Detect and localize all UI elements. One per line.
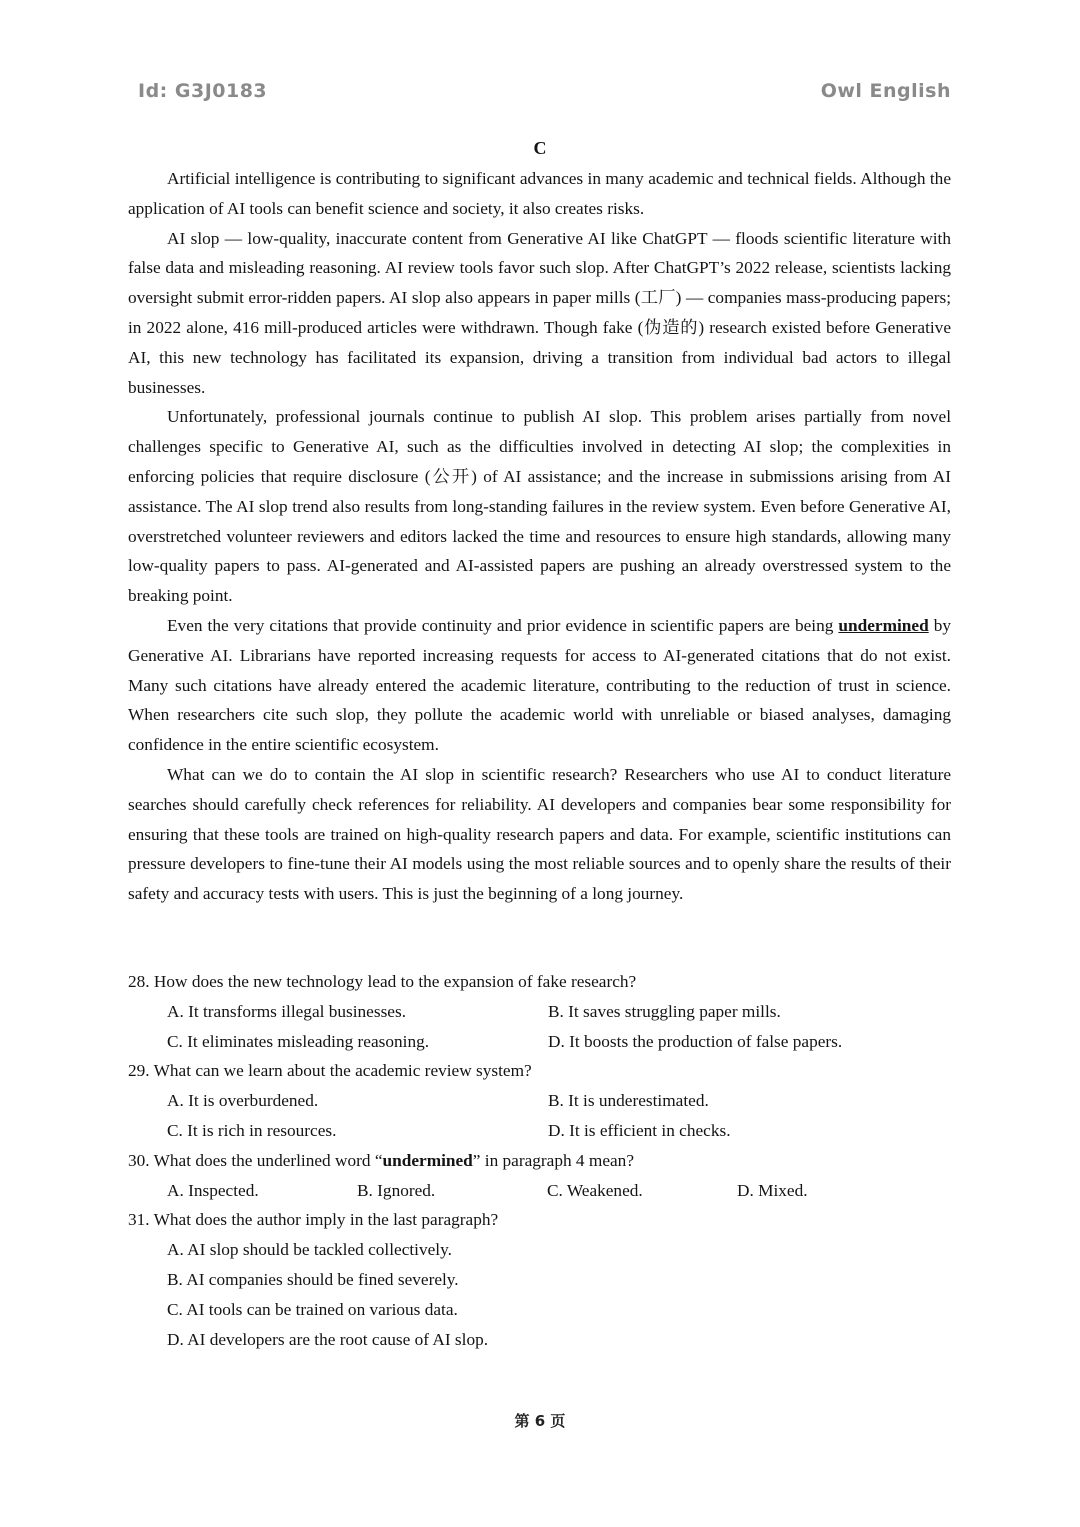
paragraph-4-end: by Generative AI. Librarians have reported increasing requests for access to AI-generated citations that do not exist. Many such citations have already entered the academic literature, contributing to the reduction of trust in science. When researchers cite such slop, they pollute the academic world with unreliable or biased analyses, damaging confidence in the entire scientific ecosystem. bbox=[128, 615, 951, 755]
question-29 bbox=[128, 1056, 951, 1145]
option-a: A. AI slop should be tackled collectively. bbox=[167, 1240, 452, 1260]
paragraph-2: AI slop — low-quality, inaccurate content from Generative AI like ChatGPT — floods scientific literature with false data and misleading reasoning. AI review tools favor such slop. After ChatGPT’s 2022 release, scientists lacking oversight submit error-ridden papers. AI slop also appears in paper mills (工厂) — companies mass-producing papers; in 2022 alone, 416 mill-produced articles were withdrawn. Though fake (伪造的) research existed before Generative AI, this new technology has facilitated its expansion, driving a transition from individual bad actors to illegal businesses. bbox=[128, 228, 951, 397]
option-c: C. AI tools can be trained on various data. bbox=[167, 1299, 458, 1319]
option-b: B. It saves struggling paper mills. bbox=[548, 1001, 781, 1021]
section-title: C bbox=[533, 138, 547, 158]
document-id: Id: G3J0183 bbox=[138, 80, 268, 102]
option-b: B. It is underestimated. bbox=[548, 1091, 709, 1111]
option-d: D. It is efficient in checks. bbox=[548, 1120, 731, 1140]
option-b: B. AI companies should be fined severely. bbox=[167, 1269, 459, 1289]
option-d: D. AI developers are the root cause of AI slop. bbox=[167, 1329, 489, 1349]
question-stem bbox=[128, 1146, 951, 1176]
option-d: D. It boosts the production of false papers. bbox=[548, 1031, 843, 1051]
option-a: A. It transforms illegal businesses. bbox=[167, 1001, 407, 1021]
question-keyword: undermined bbox=[382, 1150, 473, 1170]
option-d: D. Mixed. bbox=[737, 1180, 808, 1200]
paragraph-4 bbox=[128, 611, 951, 760]
option-b: B. Ignored. bbox=[357, 1180, 436, 1200]
brand-name: Owl English bbox=[820, 80, 951, 102]
question-stem: 28. How does the new technology lead to the expansion of fake research? bbox=[128, 972, 637, 991]
option-c: C. It is rich in resources. bbox=[167, 1120, 337, 1140]
underlined-word: undermined bbox=[838, 615, 929, 635]
question-31 bbox=[128, 1205, 951, 1354]
question-28 bbox=[128, 967, 951, 1056]
option-a: A. It is overburdened. bbox=[167, 1091, 319, 1111]
question-list bbox=[128, 967, 951, 1354]
question-30 bbox=[128, 1146, 951, 1206]
article-body bbox=[128, 164, 951, 909]
paragraph-5: What can we do to contain the AI slop in scientific research? Researchers who use AI to conduct literature searches should carefully check references for reliability. AI developers and companies bear some responsibility for ensuring that these tools are trained on high-quality research papers and data. For example, scientific institutions can pressure developers to fine-tune their AI models using the most reliable sources and to openly share the results of their safety and accuracy tests with users. This is just the beginning of a long journey. bbox=[128, 764, 951, 904]
question-stem: 29. What can we learn about the academic review system? bbox=[128, 1061, 532, 1081]
paragraph-1: Artificial intelligence is contributing to significant advances in many academic and technical fields. Although the application of AI tools can benefit science and society, it also creates risks. bbox=[128, 169, 951, 218]
option-a: A. Inspected. bbox=[167, 1180, 259, 1200]
question-stem-start: 30. What does the underlined word “ bbox=[128, 1150, 383, 1170]
paragraph-3: Unfortunately, professional journals continue to publish AI slop. This problem arises partially from novel challenges specific to Generative AI, such as the difficulties involved in detecting AI slop; the complexities in enforcing policies that require disclosure (公开) of AI assistance; and the increase in submissions arising from AI assistance. The AI slop trend also results from long-standing failures in the review system. Even before Generative AI, overstretched volunteer reviewers and editors lacked the time and resources to ensure high standards, allowing many low-quality papers to pass. AI-generated and AI-assisted papers are pushing an already overstressed system to the breaking point. bbox=[128, 407, 951, 606]
page-number: 第 6 页 bbox=[514, 1412, 566, 1430]
question-stem-end: ” in paragraph 4 mean? bbox=[472, 1150, 634, 1170]
paragraph-4-start: Even the very citations that provide continuity and prior evidence in scientific papers are being bbox=[167, 615, 839, 635]
option-c: C. Weakened. bbox=[547, 1180, 643, 1200]
option-c: C. It eliminates misleading reasoning. bbox=[167, 1031, 430, 1051]
question-stem: 31. What does the author imply in the last paragraph? bbox=[128, 1210, 499, 1230]
